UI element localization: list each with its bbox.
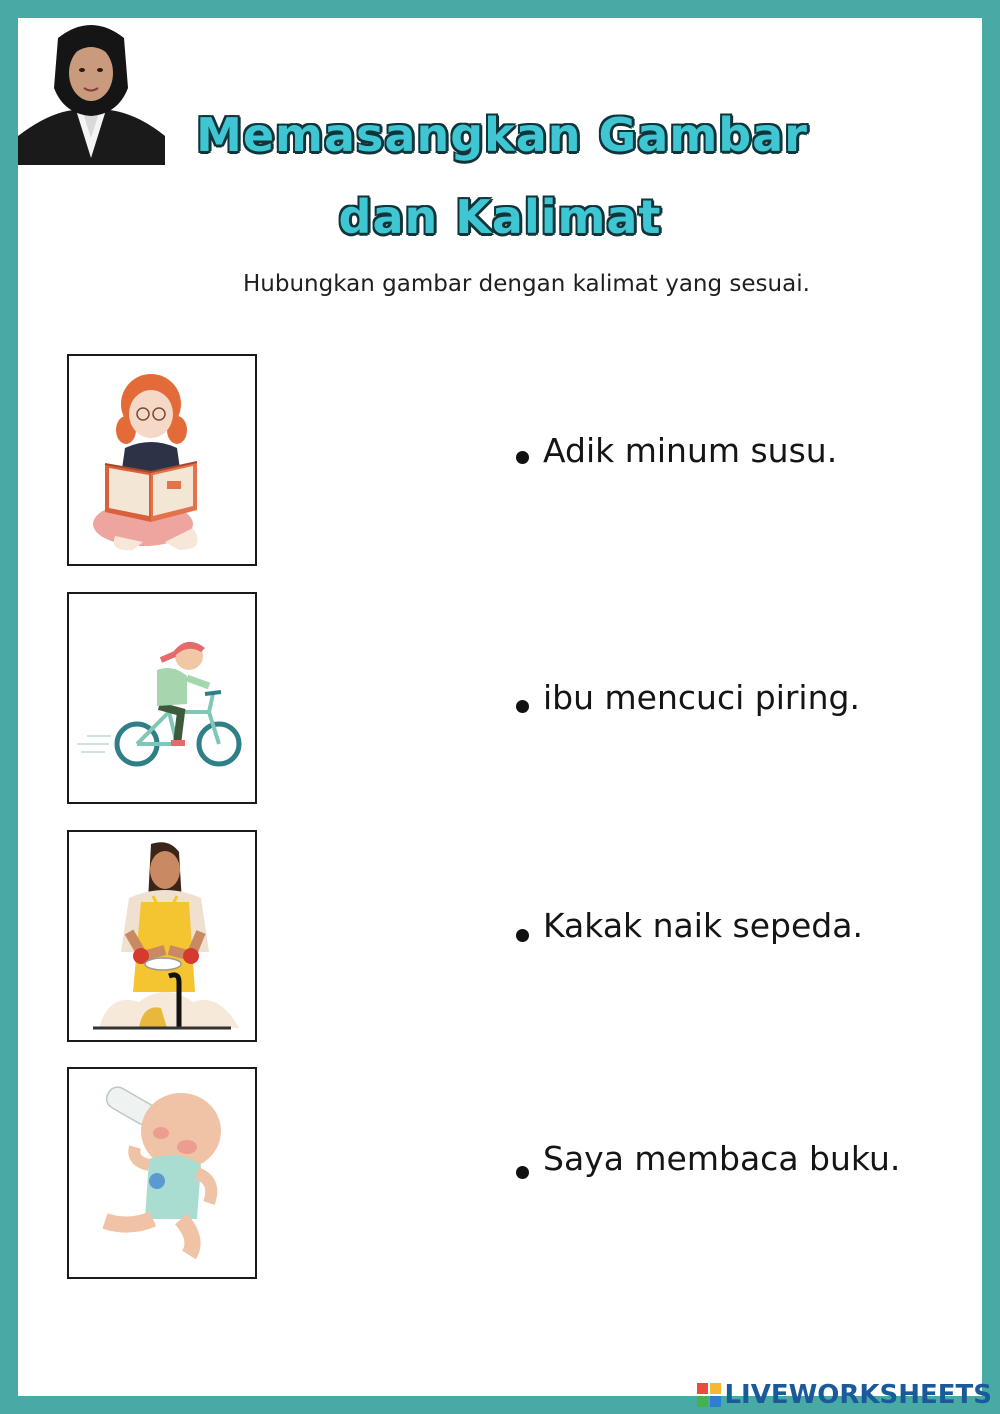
liveworksheets-watermark	[696, 1378, 992, 1412]
picture-box-1[interactable]	[67, 354, 257, 566]
sentence-2: ibu mencuci piring.	[543, 678, 860, 717]
picture-box-4[interactable]	[67, 1067, 257, 1279]
match-dot-2[interactable]	[516, 700, 529, 713]
girl-reading-book-icon	[69, 356, 255, 564]
picture-box-2[interactable]	[67, 592, 257, 804]
match-dot-4[interactable]	[516, 1166, 529, 1179]
watermark-text: LIVEWORKSHEETS	[724, 1380, 992, 1410]
page-title-line2: dan Kalimat	[338, 190, 662, 244]
baby-drinking-milk-icon	[69, 1069, 255, 1277]
liveworksheets-logo-icon	[696, 1382, 722, 1408]
match-dot-1[interactable]	[516, 451, 529, 464]
sentence-3: Kakak naik sepeda.	[543, 906, 863, 945]
sentence-4: Saya membaca buku.	[543, 1139, 901, 1178]
instruction-text: Hubungkan gambar dengan kalimat yang sesuai.	[243, 271, 810, 297]
boy-riding-bicycle-icon	[69, 594, 255, 802]
picture-box-3[interactable]	[67, 830, 257, 1042]
page-title-line1: Memasangkan Gambar	[196, 108, 808, 162]
sentence-1: Adik minum susu.	[543, 431, 838, 470]
match-dot-3[interactable]	[516, 929, 529, 942]
woman-washing-dishes-icon	[69, 832, 255, 1040]
